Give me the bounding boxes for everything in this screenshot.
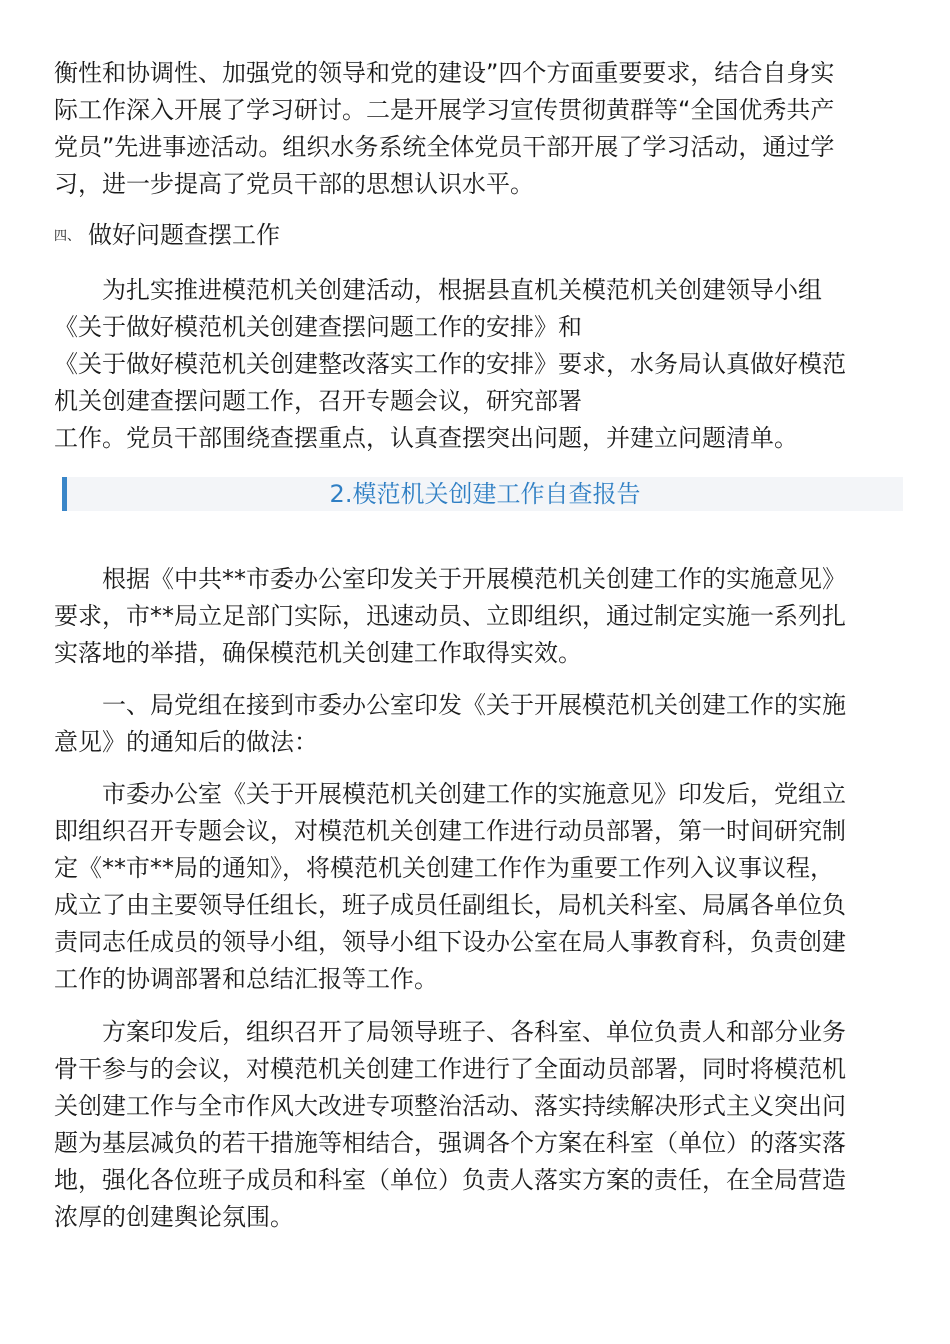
text-line: 实落地的举措，确保模范机关创建工作取得实效。 [54,639,582,667]
text-line: 工作的协调部署和总结汇报等工作。 [54,965,438,993]
text-line: 一、局党组在接到市委办公室印发《关于开展模范机关创建工作的实施 [54,691,846,719]
text-line: 骨干参与的会议，对模范机关创建工作进行了全面动员部署，同时将模范机 [54,1055,846,1083]
text-line: 际工作深入开展了学习研讨。二是开展学习宣传贯彻黄群等“全国优秀共产 [54,96,835,124]
text-line: 责同志任成员的领导小组，领导小组下设办公室在局人事教育科，负责创建 [54,928,846,956]
paragraph-basis [54,561,899,672]
text-line: 成立了由主要领导任组长，班子成员任副组长，局机关科室、局属各单位负 [54,891,846,919]
section-title-bar [62,477,903,511]
paragraph-study [54,55,899,203]
paragraph-meeting [54,776,899,998]
text-line: 即组织召开专题会议，对模范机关创建工作进行动员部署，第一时间研究制 [54,817,846,845]
text-line: 定《**市**局的通知》，将模范机关创建工作作为重要工作列入议事议程， [54,854,834,882]
text-line: 意见》的通知后的做法： [54,728,318,756]
text-line: 《关于做好模范机关创建查摆问题工作的安排》和 [54,313,582,341]
subheading-number: 四、 [54,229,81,244]
subheading-text: 做好问题查摆工作 [88,221,281,249]
paragraph-problem-check [54,272,899,457]
paragraph-part-one [54,687,899,761]
text-line: 关创建工作与全市作风大改进专项整治活动、落实持续解决形式主义突出问 [54,1092,846,1120]
text-line: 党员”先进事迹活动。组织水务系统全体党员干部开展了学习活动，通过学 [54,133,835,161]
text-line: 方案印发后，组织召开了局领导班子、各科室、单位负责人和部分业务 [54,1018,846,1046]
subheading-problem-check [54,219,899,253]
text-line: 市委办公室《关于开展模范机关创建工作的实施意见》印发后，党组立 [54,780,846,808]
text-line: 浓厚的创建舆论氛围。 [54,1203,294,1231]
text-line: 《关于做好模范机关创建整改落实工作的安排》要求，水务局认真做好模范 [54,350,846,378]
text-line: 工作。党员干部围绕查摆重点，认真查摆突出问题，并建立问题清单。 [54,424,798,452]
text-line: 衡性和协调性、加强党的领导和党的建设”四个方面重要要求，结合自身实 [54,59,835,87]
text-line: 习，进一步提高了党员干部的思想认识水平。 [54,170,534,198]
section-title: 2.模范机关创建工作自查报告 [329,480,641,508]
paragraph-plan [54,1014,899,1236]
text-line: 题为基层减负的若干措施等相结合，强调各个方案在科室（单位）的落实落 [54,1129,846,1157]
text-line: 地，强化各位班子成员和科室（单位）负责人落实方案的责任，在全局营造 [54,1166,846,1194]
text-line: 要求，市**局立足部门实际，迅速动员、立即组织，通过制定实施一系列扎 [54,602,846,630]
text-line: 根据《中共**市委办公室印发关于开展模范机关创建工作的实施意见》 [54,565,846,593]
text-line: 为扎实推进模范机关创建活动，根据县直机关模范机关创建领导小组 [54,276,822,304]
text-line: 机关创建查摆问题工作，召开专题会议，研究部署 [54,387,582,415]
